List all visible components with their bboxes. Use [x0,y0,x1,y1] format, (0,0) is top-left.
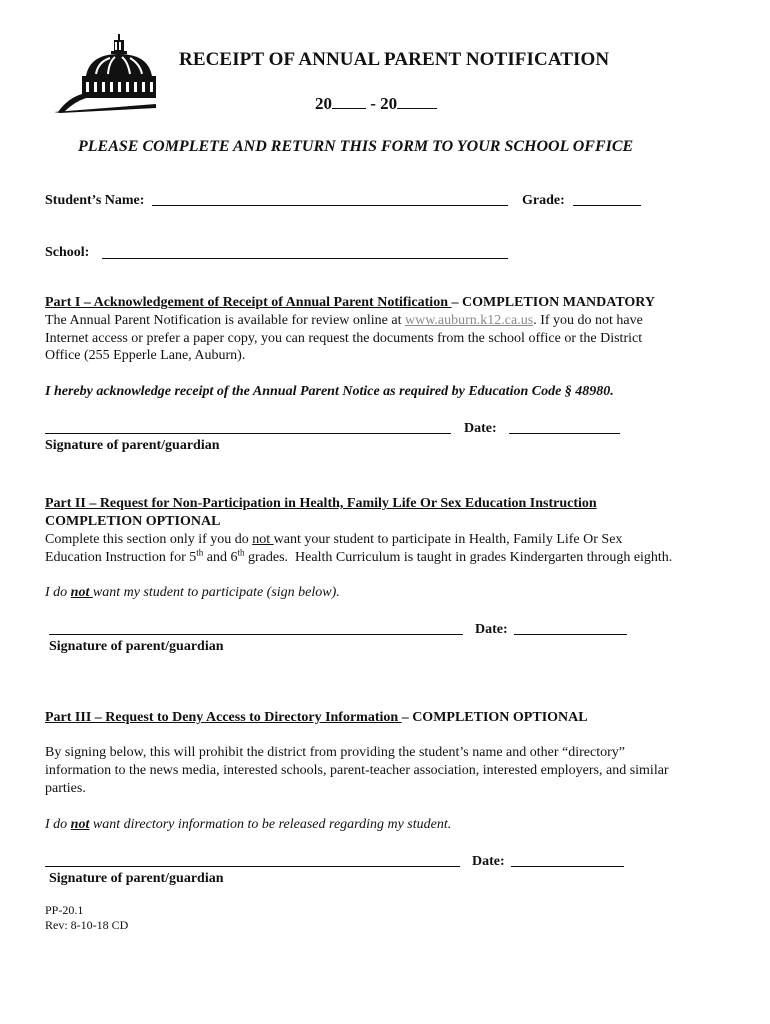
part2-date-label: Date: [475,622,508,637]
part2-body-line2 [45,549,672,567]
grade-label: Grade: [522,193,565,208]
part1-heading-title: Part I – Acknowledgement of Receipt of Annual Parent Notification [45,295,452,310]
part2-body-b: want your student to participate in Health, Family Life Or Sex [273,532,623,547]
part3-heading-suffix: – COMPLETION OPTIONAL [401,710,588,725]
year-end-blank[interactable] [397,108,437,109]
part2-sup-th-1: th [196,547,204,558]
part2-sup-th-2: th [237,547,245,558]
student-name-label: Student’s Name: [45,193,145,208]
part3-date-field[interactable] [511,866,624,867]
student-name-field[interactable] [152,205,508,206]
part2-body-line1 [45,531,622,549]
part3-heading-title: Part III – Request to Deny Access to Directory Information [45,710,402,725]
year-dash: - [366,94,381,113]
year-start-prefix: 20 [315,94,332,113]
district-website-link[interactable]: www.auburn.k12.ca.us [405,313,534,328]
part3-optout [45,816,451,834]
part1-signature-label: Signature of parent/guardian [45,438,220,453]
part2-body-line2-c: grades. Health Curriculum is taught in grades Kindergarten through eighth. [244,550,673,565]
part3-optout-a: I do [45,817,71,832]
part1-body-pre: The Annual Parent Notification is available for review online at [45,313,405,328]
grade-field[interactable] [573,205,641,206]
part1-date-label: Date: [464,421,497,436]
part2-body-a: Complete this section only if you do [45,532,253,547]
part2-date-field[interactable] [514,634,627,635]
part2-subheading: COMPLETION OPTIONAL [45,514,221,529]
part2-body-line2-a: Education Instruction for 5 [45,550,197,565]
part2-optout [45,584,340,602]
part2-body-line2-b: and 6 [203,550,238,565]
school-field[interactable] [102,258,508,259]
part3-body-line1: By signing below, this will prohibit the district from providing the student’s name and other “directory” [45,745,625,760]
part2-body-not: not [252,532,274,547]
part3-signature-field[interactable] [45,866,460,867]
part2-heading: Part II – Request for Non-Participation in Health, Family Life Or Sex Education Instruction [45,496,597,511]
school-year [315,94,437,114]
part3-signature-label: Signature of parent/guardian [49,871,224,886]
part3-heading [45,709,588,727]
part2-signature-label: Signature of parent/guardian [49,639,224,654]
part3-optout-not: not [70,817,90,832]
part3-body-line2: information to the news media, interested schools, parent-teacher association, interested employers, and similar [45,763,669,778]
part2-optout-not: not [70,585,93,600]
revision: Rev: 8-10-18 CD [45,918,129,932]
instruction: PLEASE COMPLETE AND RETURN THIS FORM TO YOUR SCHOOL OFFICE [78,138,634,155]
part1-heading [45,294,655,312]
page-title: RECEIPT OF ANNUAL PARENT NOTIFICATION [179,49,610,70]
part1-acknowledgement: I hereby acknowledge receipt of the Annual Parent Notice as required by Education Code § 48980. [45,384,614,399]
part2-optout-a: I do [45,585,71,600]
school-label: School: [45,245,90,260]
part3-optout-b: want directory information to be released regarding my student. [89,817,452,832]
year-start-blank[interactable] [332,108,366,109]
part3-body-line3: parties. [45,781,86,796]
form-id: PP-20.1 [45,903,84,917]
part1-signature-field[interactable] [45,433,451,434]
capitol-dome-icon [52,32,156,114]
part2-optout-b: want my student to participate (sign below). [92,585,340,600]
part2-signature-field[interactable] [49,634,463,635]
year-end-prefix: 20 [380,94,398,113]
part1-body-line1 [45,312,643,330]
part1-date-field[interactable] [509,433,620,434]
part1-heading-suffix: – COMPLETION MANDATORY [451,295,656,310]
part3-date-label: Date: [472,854,505,869]
part1-body-line2: Internet access or prefer a paper copy, you can request the documents from the school office or the District [45,331,643,346]
part1-body-line3: Office (255 Epperle Lane, Auburn). [45,348,246,363]
part1-body-post: . If you do not have [533,313,643,328]
